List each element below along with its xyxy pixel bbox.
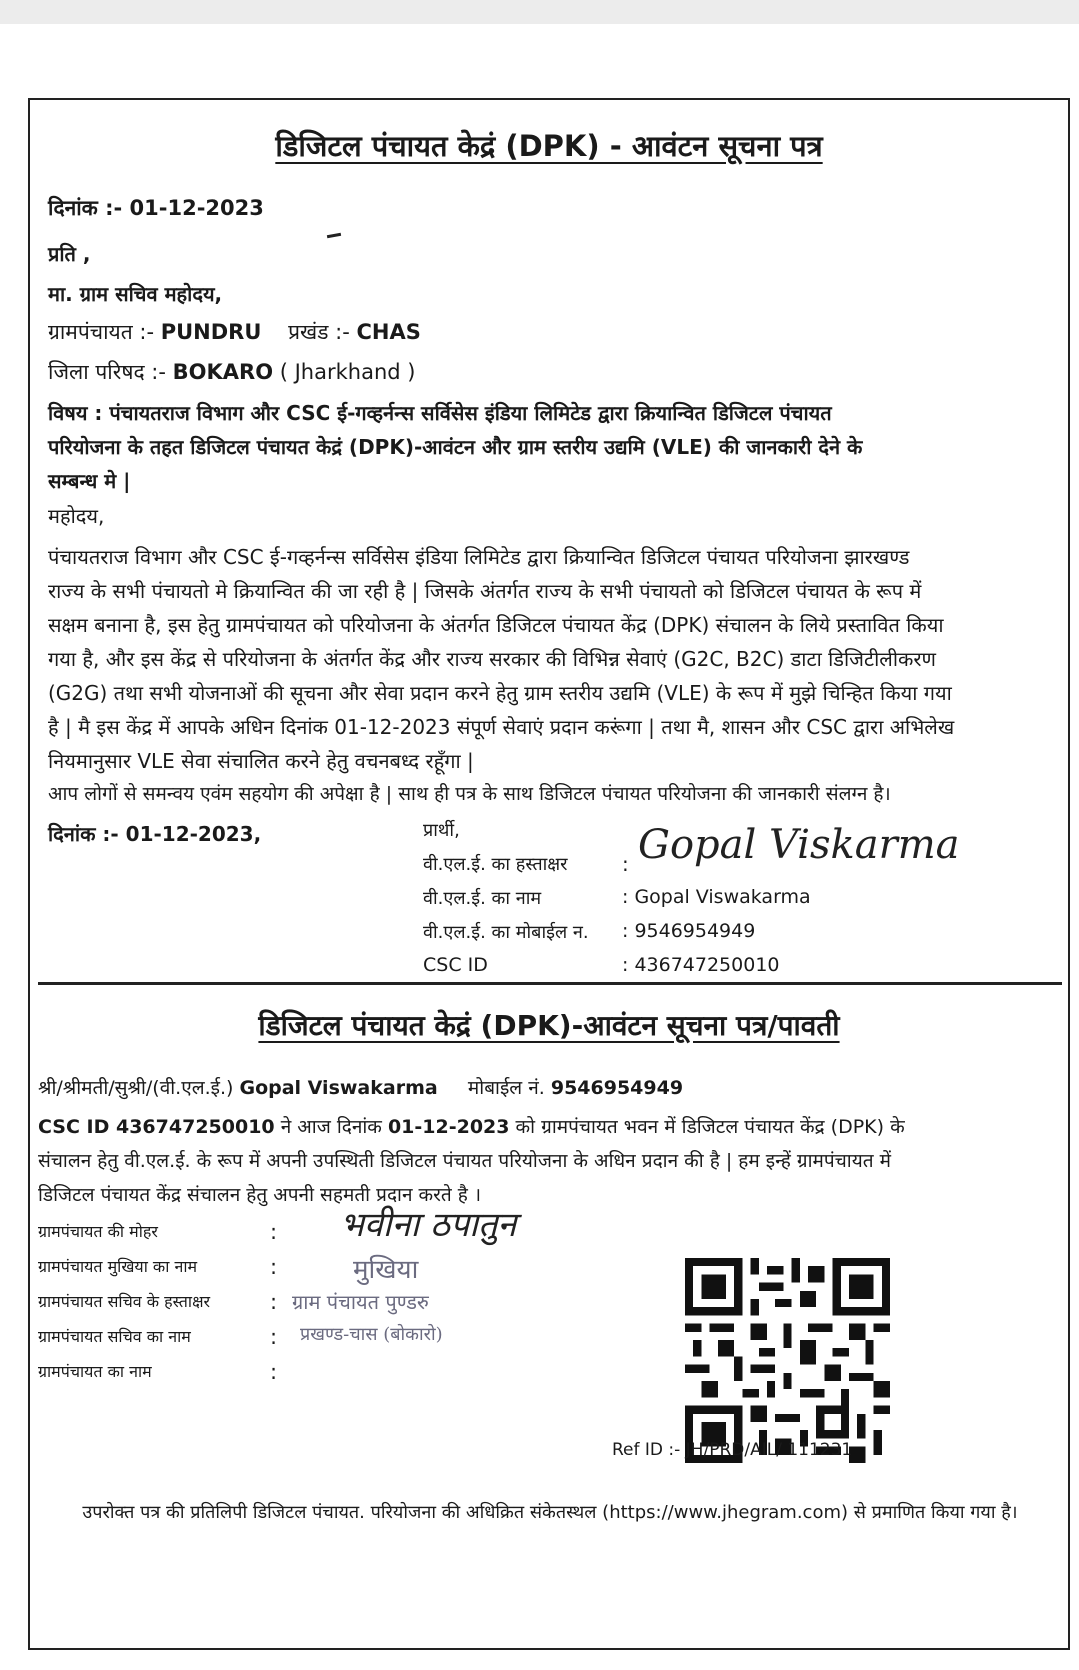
- panchayat-label: ग्रामपंचायत :-: [48, 320, 155, 344]
- district-row: [48, 358, 415, 386]
- district-label: जिला परिषद :-: [48, 360, 166, 384]
- body-line: सक्षम बनाना है, इस हेतु ग्रामपंचायत को परियोजना के अंतर्गत डिजिटल पंचायत केंद्र (DPK) संचालन के लिये प्रस्तावित किया: [48, 613, 944, 637]
- vle-mobile-label: वी.एल.ई. का मोबाईल न.: [423, 922, 589, 943]
- ref-id: Ref ID :- JH/PRD/AIL/ 111231: [612, 1440, 853, 1460]
- subject-line: विषय : पंचायतराज विभाग और CSC ई-गव्हर्नन्स सर्विसेस इंडिया लिमिटेड द्वारा क्रियान्वित डिजिटल पंचायत: [48, 401, 832, 425]
- panchayat-value: PUNDRU: [160, 320, 262, 344]
- block-label: प्रखंड :-: [288, 320, 350, 344]
- district-value: BOKARO: [172, 360, 274, 384]
- vle-name-label: वी.एल.ई. का नाम: [423, 888, 542, 909]
- subject-line: परियोजना के तहत डिजिटल पंचायत केद्रं (DPK)-आवंटन और ग्राम स्तरीय उद्यमि (VLE) की जानकारी देने के: [48, 435, 863, 459]
- section-divider: [38, 982, 1062, 985]
- mobile-label: मोबाईल नं.: [467, 1077, 545, 1099]
- date-line: दिनांक :- 01-12-2023: [48, 196, 264, 220]
- to-line: प्रति ,: [48, 242, 91, 266]
- field-colon: :: [270, 1220, 278, 1244]
- stamp-line: प्रखण्ड-चास (बोकारो): [300, 1324, 443, 1345]
- vle-mobile-value: : 9546954949: [622, 920, 756, 942]
- qr-code-icon: [685, 1258, 890, 1463]
- receipt-line: डिजिटल पंचायत केंद्र संचालन हेतु अपनी सहमती प्रदान करते है ।: [38, 1184, 482, 1206]
- ink-mark: [327, 233, 341, 238]
- top-bar: [0, 0, 1079, 24]
- receipt-text: ने आज दिनांक: [280, 1116, 382, 1138]
- block-value: CHAS: [356, 320, 421, 344]
- panchayat-row: [48, 318, 421, 346]
- stamp-line: मुखिया: [353, 1255, 419, 1285]
- vle-sign-colon: :: [622, 852, 629, 876]
- document-frame: [28, 98, 1070, 1650]
- vle-sign-label: वी.एल.ई. का हस्ताक्षर: [423, 854, 568, 875]
- vle-prefix: श्री/श्रीमती/सुश्री/(वी.एल.ई.): [38, 1077, 234, 1099]
- footer-note: उपरोक्त पत्र की प्रतिलिपी डिजिटल पंचायत. परियोजना की अधिक्रित संकेतस्थल (https://www.jhegram.com) से प्रमाणित किया गया है।: [82, 1502, 1018, 1523]
- field-colon: :: [270, 1255, 278, 1279]
- field-label: ग्रामपंचायत मुखिया का नाम: [38, 1257, 198, 1276]
- district-state: ( Jharkhand ): [279, 360, 416, 384]
- body-line: है | मै इस केंद्र में आपके अधिन दिनांक 01-12-2023 संपूर्ण सेवाएं प्रदान करूंगा | तथा मै, शासन और CSC द्वारा अभिलेख: [48, 715, 955, 739]
- receipt-paragraph: [38, 1110, 1062, 1212]
- vle-name-value: : Gopal Viswakarma: [622, 886, 811, 908]
- vle-name: Gopal Viswakarma: [239, 1077, 438, 1099]
- body-line: पंचायतराज विभाग और CSC ई-गव्हर्नन्स सर्विसेस इंडिया लिमिटेड द्वारा क्रियान्वित डिजिटल पंचायत परियोजना झारखण्ड: [48, 545, 910, 569]
- subject: [48, 396, 1048, 498]
- receipt-vle-row: [38, 1074, 683, 1100]
- receipt-line: [38, 1110, 1062, 1144]
- field-label: ग्रामपंचायत का नाम: [38, 1362, 152, 1381]
- mobile-value: 9546954949: [550, 1077, 684, 1099]
- body-line: नियमानुसार VLE सेवा संचालित करने हेतु वचनबध्द रहूँगा |: [48, 749, 474, 773]
- receipt-date: 01-12-2023: [387, 1116, 510, 1138]
- field-label: ग्रामपंचायत सचिव के हस्ताक्षर: [38, 1292, 211, 1311]
- field-label: ग्रामपंचायत की मोहर: [38, 1222, 158, 1241]
- body-line: (G2G) तथा सभी योजनाओं की सूचना और सेवा प्रदान करने हेतु ग्राम स्तरीय उद्यमि (VLE) के रूप में मुझे चिन्हित किया गया: [48, 681, 952, 705]
- field-label: ग्रामपंचायत सचिव का नाम: [38, 1327, 191, 1346]
- receipt-title: डिजिटल पंचायत केद्रं (DPK)-आवंटन सूचना पत्र/पावती: [258, 1009, 840, 1042]
- field-colon: :: [270, 1360, 278, 1384]
- vle-signature: Gopal Viskarma: [638, 822, 960, 868]
- receipt-line: संचालन हेतु वी.एल.ई. के रूप में अपनी उपस्थिती डिजिटल पंचायत परियोजना के अधिन प्रदान की है | हम इन्हें ग्रामपंचायत में: [38, 1150, 891, 1172]
- csc-id: CSC ID 436747250010: [38, 1116, 275, 1138]
- addressee: मा. ग्राम सचिव महोदय,: [48, 282, 223, 306]
- body-paragraph: [48, 540, 1048, 778]
- field-colon: :: [270, 1325, 278, 1349]
- receipt-text: को ग्रामपंचायत भवन में डिजिटल पंचायत केंद्र (DPK) के: [515, 1116, 905, 1138]
- stamp-line: ग्राम पंचायत पुण्डरु: [292, 1290, 429, 1314]
- field-colon: :: [270, 1290, 278, 1314]
- applicant: प्रार्थी,: [423, 820, 460, 841]
- body-line: राज्य के सभी पंचायतो मे क्रियान्वित की जा रही है | जिसके अंतर्गत राज्य के सभी पंचायतो को डिजिटल पंचायत के रूप में: [48, 579, 922, 603]
- date-line-2: दिनांक :- 01-12-2023,: [48, 822, 262, 846]
- greeting: महोदय,: [48, 504, 105, 528]
- csc-label: CSC ID: [423, 954, 488, 976]
- body-line: गया है, और इस केंद्र से परियोजना के अंतर्गत केंद्र और राज्य सरकार की विभिन्न सेवाएं (G2C, B2C) डाटा डिजिटीलीकरण: [48, 647, 937, 671]
- mukhiya-signature: भवीना ठपातुन: [340, 1205, 517, 1245]
- subject-line: सम्बन्ध मे |: [48, 469, 131, 493]
- letter-title: डिजिटल पंचायत केद्रं (DPK) - आवंटन सूचना पत्र: [275, 129, 823, 163]
- closing-line: आप लोगों से समन्वय एवंम सहयोग की अपेक्षा है | साथ ही पत्र के साथ डिजिटल पंचायत परियोजना की जानकारी संलग्न है।: [48, 783, 891, 805]
- csc-value: : 436747250010: [622, 954, 780, 976]
